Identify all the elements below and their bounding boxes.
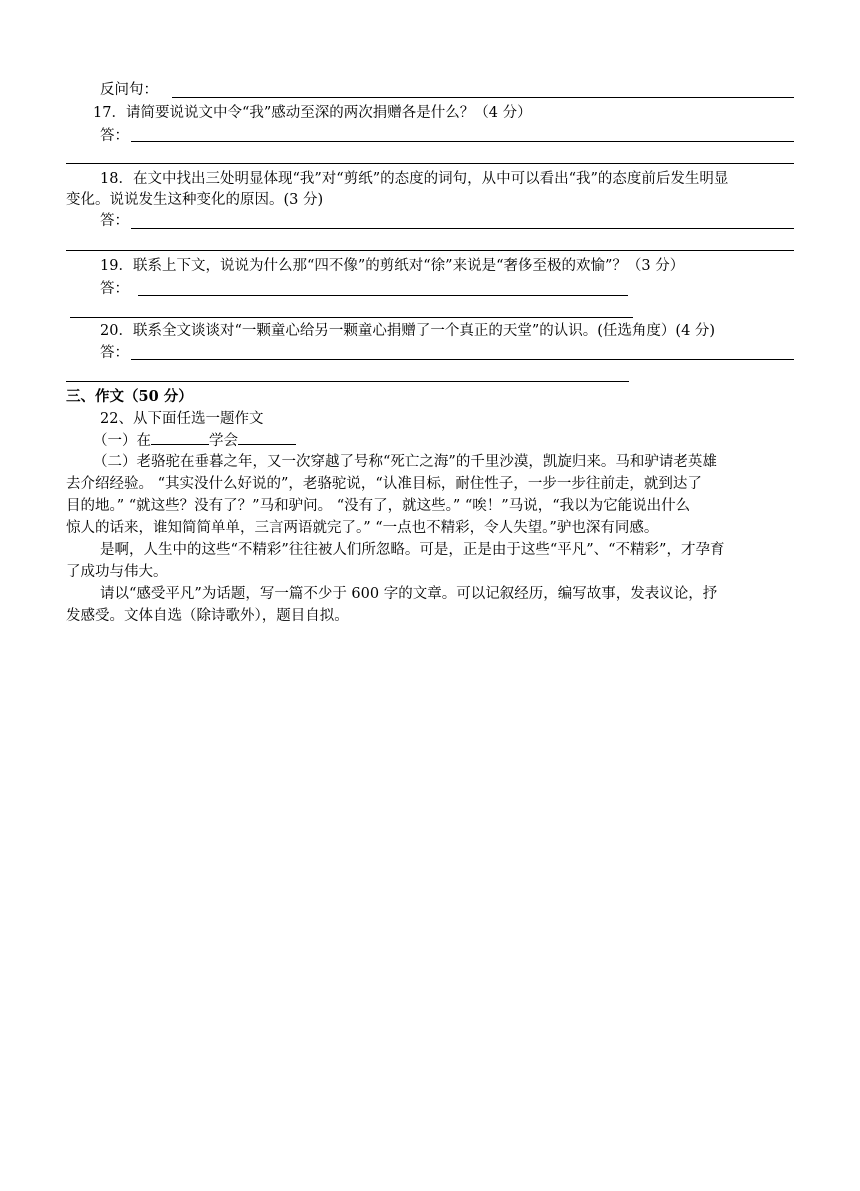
answer-line	[66, 163, 794, 164]
answer-line	[70, 317, 633, 318]
answer-line	[131, 141, 794, 142]
answer-label-17: 答：	[100, 128, 129, 144]
answer-line	[131, 228, 794, 229]
fill-blank	[151, 430, 209, 445]
section-heading: 三、作文（50 分）	[66, 388, 193, 405]
answer-label-20: 答：	[100, 345, 129, 361]
essay-option-2-line: 惊人的话来，谁知简简单单，三言两语就完了。” “一点也不精彩，令人失望。”驴也深有同感。	[66, 520, 659, 536]
answer-line	[172, 97, 794, 98]
essay-option-2-line: 目的地。” “就这些？没有了？”马和驴问。 “没有了，就这些。” “唉！”马说，“我以为它能说出什么	[66, 498, 691, 514]
answer-line	[138, 295, 628, 296]
paragraph-line: 是啊，人生中的这些“不精彩”往往被人们所忽略。可是，正是由于这些“平凡”、“不精彩”，才孕育	[100, 542, 725, 558]
paragraph-line: 了成功与伟大。	[66, 564, 168, 580]
answer-label-19: 答：	[100, 281, 129, 297]
essay-option-2-line: 去介绍经验。 “其实没什么好说的”，老骆驼说，“认准目标，耐住性子，一步一步往前走，就到达了	[66, 476, 702, 492]
question-22: 22、从下面任选一题作文	[100, 411, 264, 427]
question-17: 17．请简要说说文中令“我”感动至深的两次捐赠各是什么？（4 分）	[93, 105, 532, 121]
fill-blank	[238, 430, 296, 445]
question-19: 19．联系上下文，说说为什么那“四不像”的剪纸对“徐”来说是“奢侈至极的欢愉”？（3 分）	[100, 258, 685, 274]
option-1-prefix: （一）在	[93, 433, 151, 449]
answer-line	[66, 381, 629, 382]
essay-option-1	[93, 430, 296, 451]
question-20: 20．联系全文谈谈对“一颗童心给另一颗童心捐赠了一个真正的天堂”的认识。(任选角度）(4 分)	[100, 323, 716, 339]
question-18-line1: 18．在文中找出三处明显体现“我”对“剪纸”的态度的词句，从中可以看出“我”的态度前后发生明显	[100, 171, 729, 187]
answer-line	[66, 250, 794, 251]
essay-option-2-line: （二）老骆驼在垂暮之年，又一次穿越了号称“死亡之海”的千里沙漠，凯旋归来。马和驴请老英雄	[93, 454, 717, 470]
question-18-line2: 变化。说说发生这种变化的原因。(3 分)	[66, 192, 324, 208]
answer-label-18: 答：	[100, 213, 129, 229]
paragraph-line: 请以“感受平凡”为话题，写一篇不少于 600 字的文章。可以记叙经历，编写故事，发表议论，抒	[100, 586, 718, 602]
rhetorical-question-label: 反问句：	[100, 82, 158, 98]
paragraph-line: 发感受。文体自选（除诗歌外），题目自拟。	[66, 608, 349, 624]
answer-line	[131, 359, 794, 360]
option-1-middle: 学会	[209, 433, 238, 449]
